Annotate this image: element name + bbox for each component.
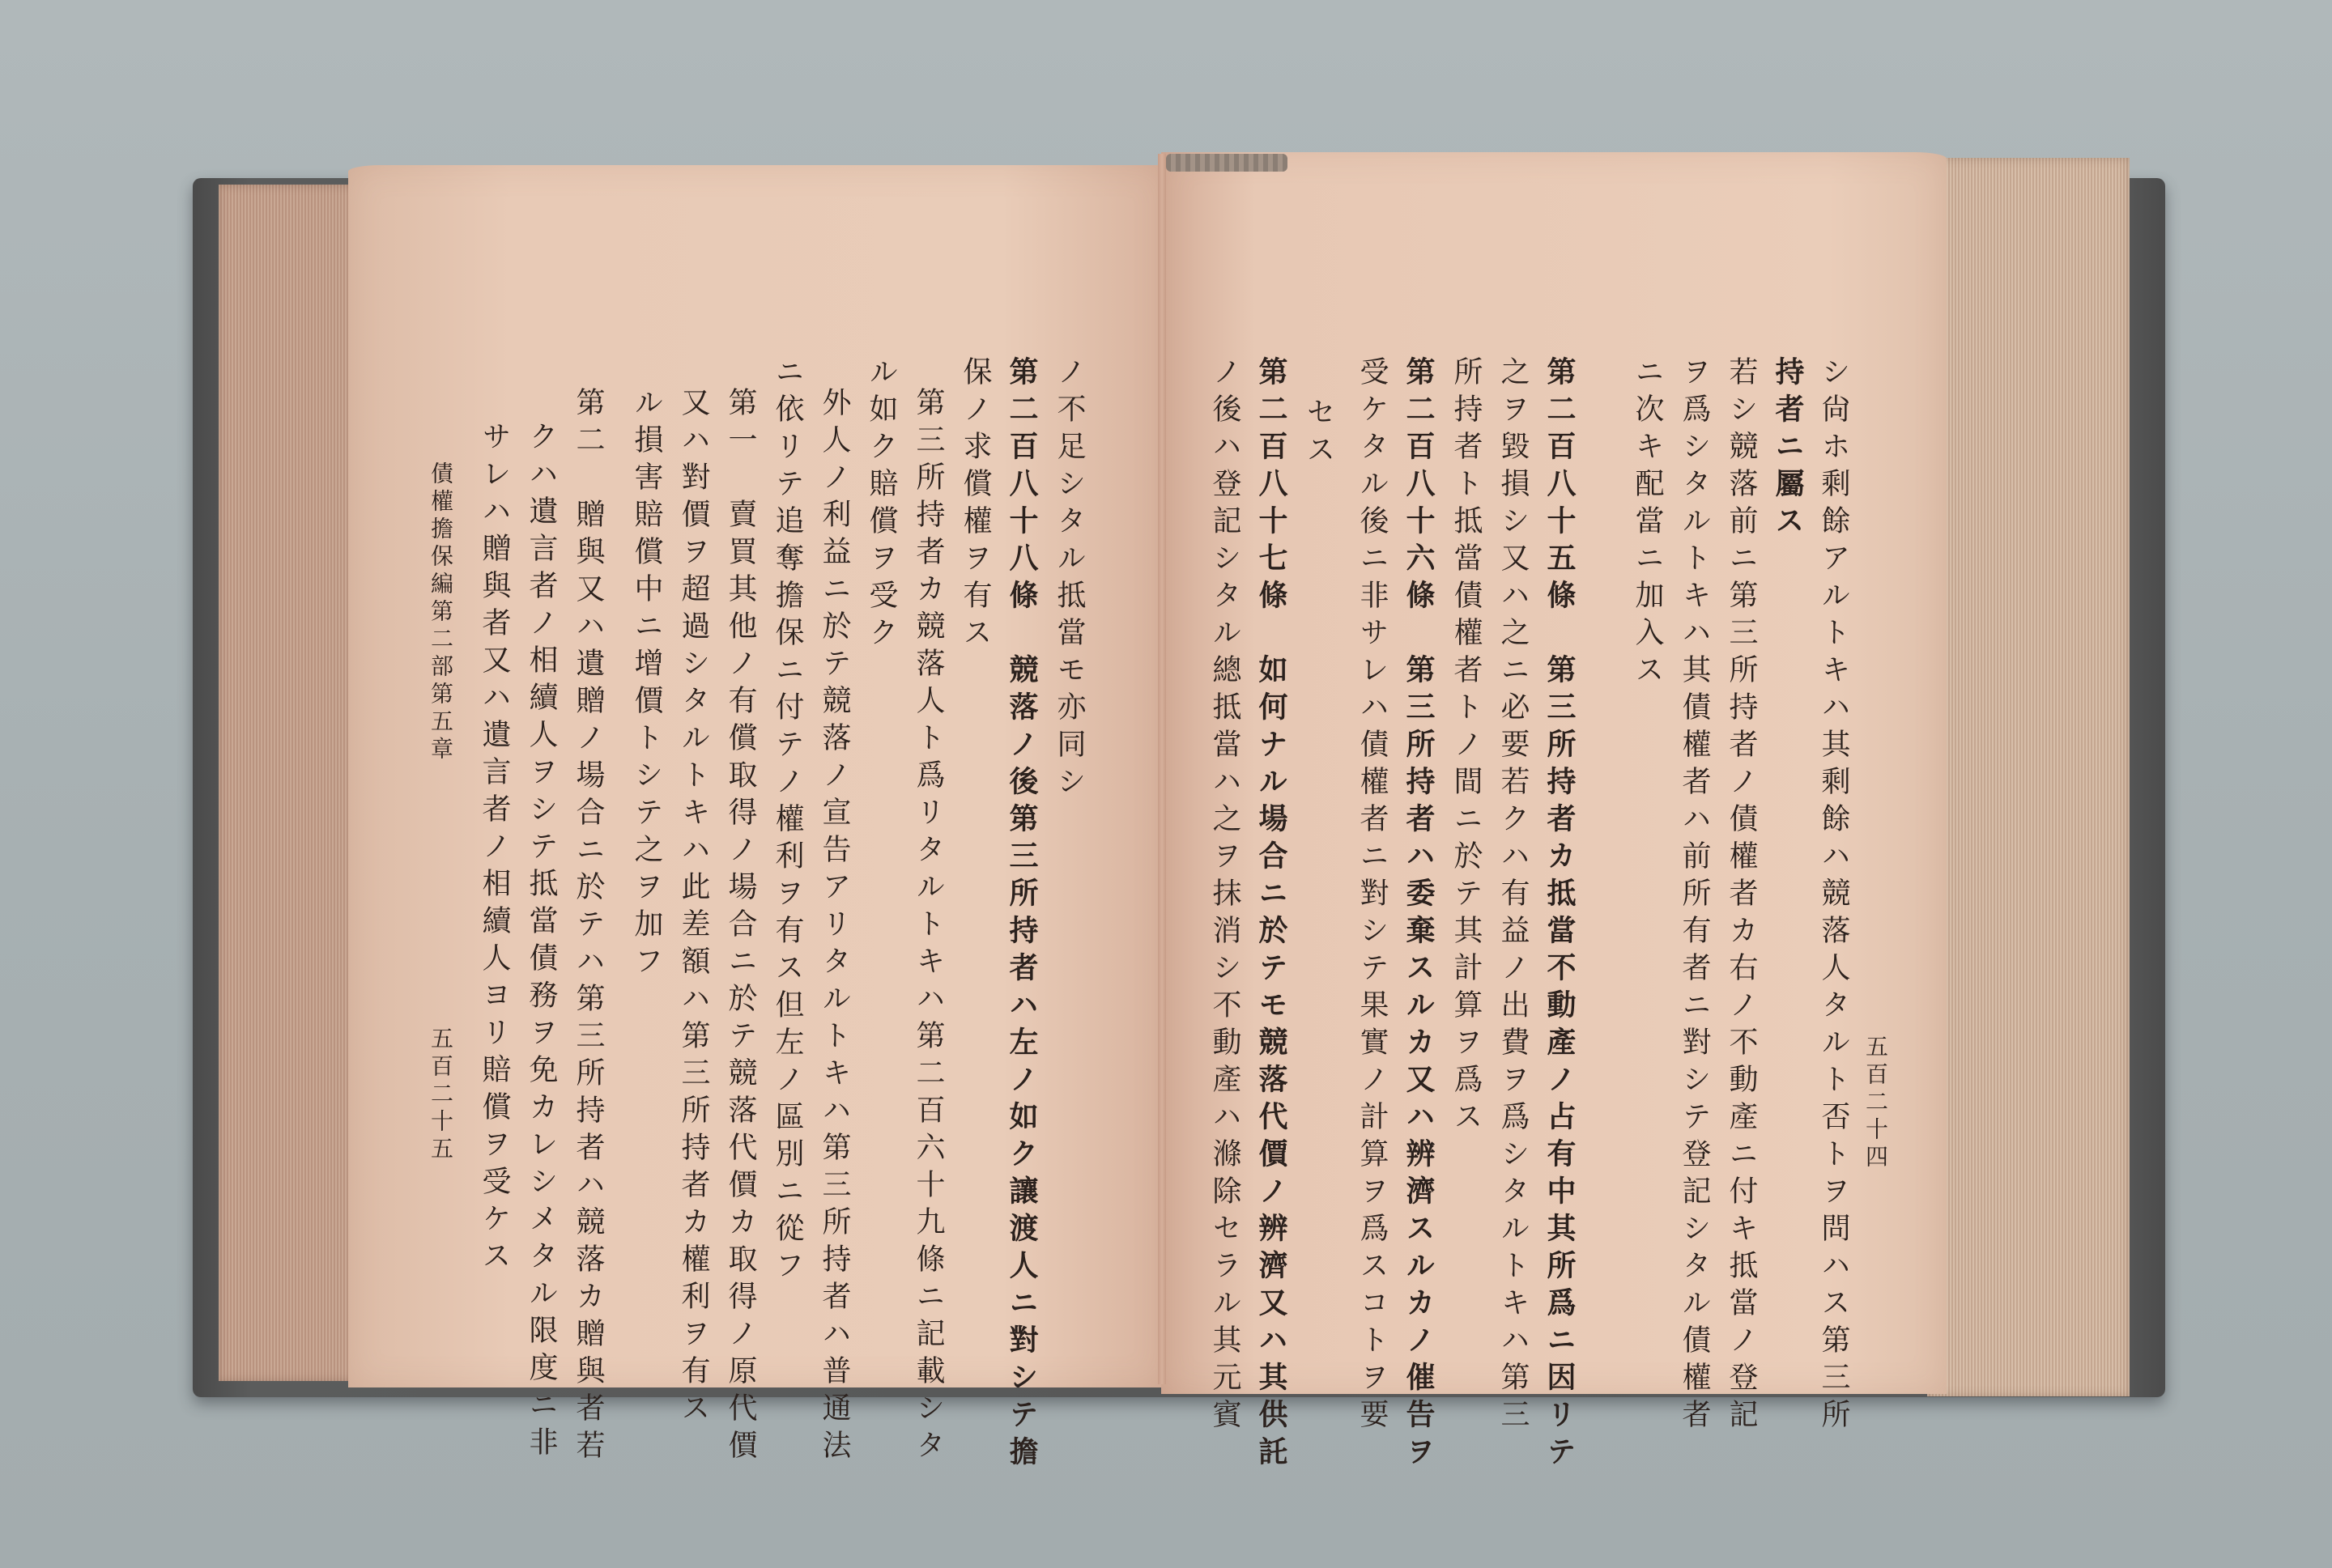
right-line-7: 之ヲ毀損シ又ハ之ニ必要若クハ有益ノ出費ヲ爲シタルトキハ第三 <box>1496 356 1530 1436</box>
right-line-4: ヲ爲シタルトキハ其債權者ハ前所有者ニ對シテ登記シタル債權者 <box>1678 356 1711 1436</box>
right-line-9: セス <box>1302 397 1335 471</box>
right-line-6: 第二百八十五條 第三所持者カ抵當不動產ノ占有中其所爲ニ因リテ <box>1543 356 1577 1473</box>
right-page-number: 五百二十四 <box>1862 1035 1889 1172</box>
right-line-13: ノ後ハ登記シタル總抵當ハ之ヲ抹消シ不動產ハ滌除セラル其元賓 <box>1208 356 1241 1436</box>
right-page-edges <box>1927 158 2130 1396</box>
left-line-12: クハ遺言者ノ相續人ヲシテ抵當債務ヲ免カレシメタル限度ニ非 <box>525 421 558 1464</box>
right-line-5: ニ次キ配當ニ加入ス <box>1631 356 1664 691</box>
left-line-3: 保ノ求償權ヲ有ス <box>959 356 992 654</box>
headband <box>1166 154 1287 172</box>
right-line-11: 受ケタル後ニ非サレハ債權者ニ對シテ果實ノ計算ヲ爲スコトヲ要 <box>1355 356 1389 1436</box>
left-line-8: 第一 賣買其他ノ有償取得ノ場合ニ於テ競落代價カ取得ノ原代價 <box>724 387 757 1467</box>
right-line-10: 第二百八十六條 第三所持者ハ委棄スルカ又ハ辨濟スルカノ催告ヲ <box>1402 356 1436 1473</box>
left-page-number: 五百二十五 <box>428 1026 454 1164</box>
right-line-1: シ尙ホ剩餘アルトキハ其剩餘ハ競落人タルト否トヲ問ハス第三所 <box>1817 356 1850 1436</box>
right-line-12: 第二百八十七條 如何ナル場合ニ於テモ競落代價ノ辨濟又ハ其供託 <box>1254 356 1288 1473</box>
right-line-8: 所持者ト抵當債權者トノ間ニ於テ其計算ヲ爲ス <box>1449 356 1483 1138</box>
left-line-9: 又ハ對價ヲ超過シタルトキハ此差額ハ第三所持者カ權利ヲ有ス <box>677 387 710 1430</box>
book-gutter <box>1158 154 1166 1384</box>
left-page <box>348 165 1166 1387</box>
left-line-10: ル損害賠償中ニ增價トシテ之ヲ加フ <box>630 387 663 983</box>
left-line-11: 第二 贈與又ハ遺贈ノ場合ニ於テハ第三所持者ハ競落カ贈與者若 <box>572 387 605 1467</box>
left-line-1: ノ不足シタル抵當モ亦同シ <box>1053 356 1086 803</box>
left-running-head: 債權擔保編第二部第五章 <box>428 461 454 764</box>
left-line-2: 第二百八十八條 競落ノ後第三所持者ハ左ノ如ク讓渡人ニ對シテ擔 <box>1005 356 1039 1473</box>
right-line-3: 若シ競落前ニ第三所持者ノ債權者カ右ノ不動產ニ付キ抵當ノ登記 <box>1725 356 1758 1436</box>
left-line-4: 第三所持者カ競落人ト爲リタルトキハ第二百六十九條ニ記載シタ <box>912 387 945 1467</box>
left-line-13: サレハ贈與者又ハ遺言者ノ相續人ヨリ賠償ヲ受ケス <box>478 421 511 1277</box>
left-line-7: ニ依リテ追奪擔保ニ付テノ權利ヲ有ス但左ノ區別ニ從フ <box>771 356 804 1287</box>
left-line-5: ル如ク賠償ヲ受ク <box>865 356 898 654</box>
left-line-6: 外人ノ利益ニ於テ競落ノ宣告アリタルトキハ第三所持者ハ普通法 <box>818 387 851 1467</box>
right-line-2: 持者ニ屬ス <box>1771 356 1805 542</box>
